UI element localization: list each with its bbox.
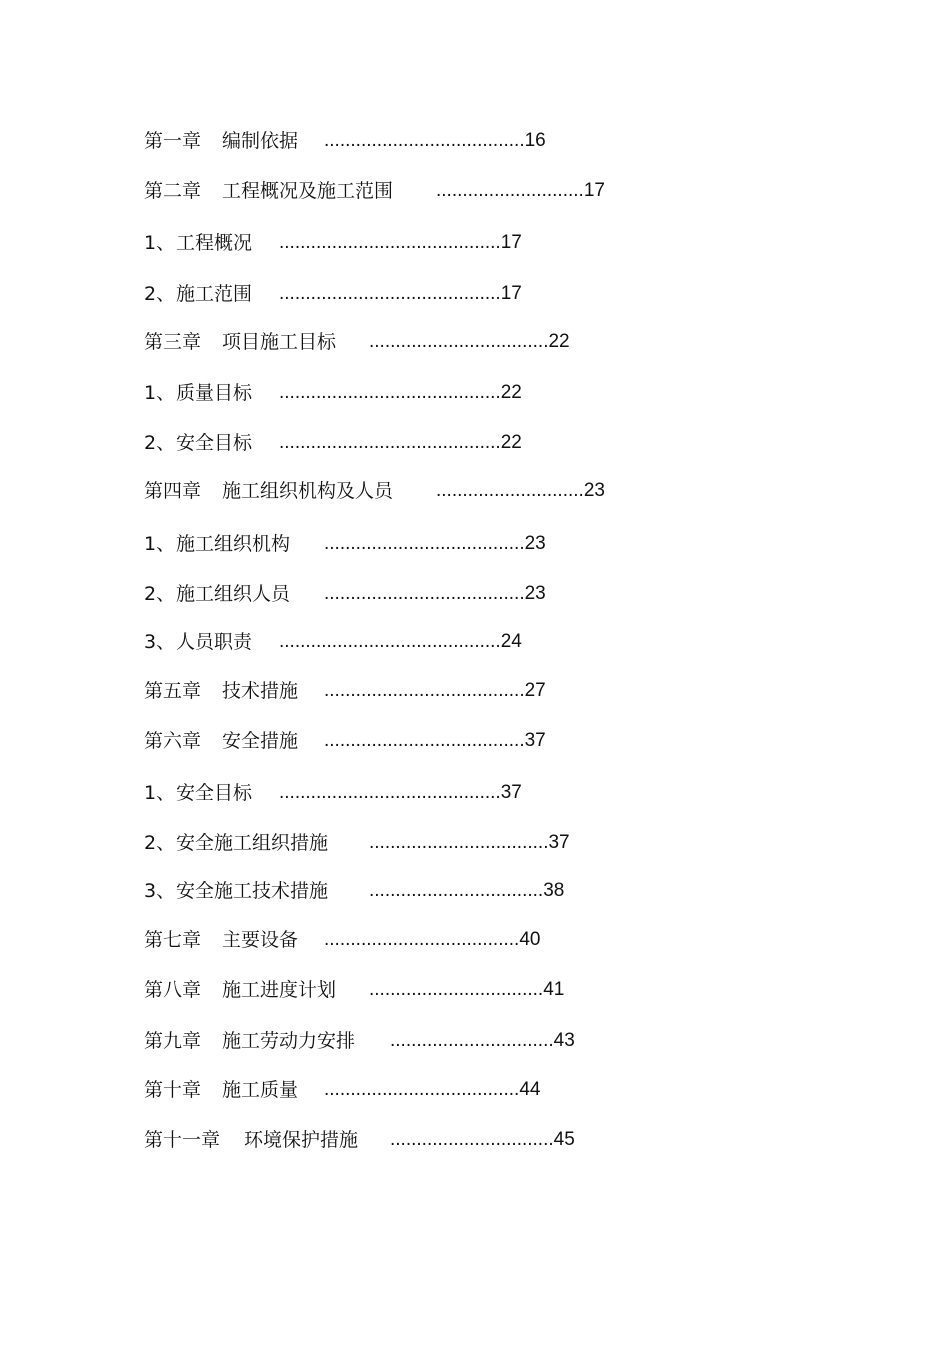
- toc-chapter-label: 第七章: [144, 929, 202, 951]
- toc-entry[interactable]: [144, 180, 605, 202]
- toc-entry[interactable]: [144, 880, 565, 902]
- toc-entry[interactable]: [144, 331, 570, 353]
- toc-entry-title: 质量目标: [176, 382, 253, 404]
- toc-page-number: 22: [500, 432, 522, 453]
- toc-page-number: 37: [500, 782, 522, 803]
- toc-entry[interactable]: [144, 583, 546, 605]
- toc-entry-title: 施工质量: [222, 1079, 299, 1101]
- toc-section-number: 2、: [144, 283, 176, 305]
- toc-chapter-label: 第三章: [144, 331, 202, 353]
- toc-entry-title: 施工范围: [176, 283, 253, 305]
- toc-section-number: 2、: [144, 432, 176, 454]
- toc-entry-title: 安全目标: [176, 782, 253, 804]
- toc-entry-title: 技术措施: [222, 680, 299, 702]
- toc-leader: ......................................: [324, 730, 525, 751]
- toc-leader: ...............................: [390, 1129, 554, 1150]
- toc-section-number: 1、: [144, 382, 176, 404]
- toc-leader: .....................................: [324, 929, 520, 950]
- toc-entry[interactable]: [144, 832, 570, 854]
- toc-entry[interactable]: [144, 1030, 575, 1052]
- toc-chapter-label: 第八章: [144, 979, 202, 1001]
- toc-page-number: 44: [519, 1079, 541, 1100]
- toc-entry[interactable]: [144, 1129, 575, 1151]
- toc-leader: ..........................................: [279, 631, 501, 652]
- toc-entry[interactable]: [144, 929, 541, 951]
- toc-entry[interactable]: [144, 730, 546, 752]
- toc-entry-title: 主要设备: [222, 929, 299, 951]
- toc-section-number: 3、: [144, 880, 176, 902]
- toc-chapter-label: 第十一章: [144, 1129, 221, 1151]
- toc-page-number: 24: [500, 631, 522, 652]
- toc-entry[interactable]: [144, 283, 522, 305]
- toc-entry[interactable]: [144, 432, 522, 454]
- toc-entry[interactable]: [144, 979, 565, 1001]
- toc-entry-title: 工程概况: [176, 232, 253, 254]
- toc-entry-title: 人员职责: [176, 631, 253, 653]
- toc-leader: ......................................: [324, 533, 525, 554]
- toc-entry[interactable]: [144, 382, 522, 404]
- toc-leader: ..........................................: [279, 432, 501, 453]
- toc-leader: ......................................: [324, 680, 525, 701]
- toc-leader: ............................: [436, 180, 584, 201]
- toc-entry-title: 安全目标: [176, 432, 253, 454]
- toc-leader: ............................: [436, 480, 584, 501]
- toc-entry[interactable]: [144, 782, 522, 804]
- toc-leader: ..........................................: [279, 382, 501, 403]
- toc-entry[interactable]: [144, 232, 522, 254]
- toc-page-number: 40: [519, 929, 541, 950]
- toc-page-number: 23: [524, 583, 546, 604]
- toc-leader: ..................................: [369, 832, 549, 853]
- toc-leader: ......................................: [324, 130, 525, 151]
- toc-chapter-label: 第九章: [144, 1030, 202, 1052]
- toc-entry-title: 施工组织机构及人员: [222, 480, 394, 502]
- toc-page-number: 22: [548, 331, 570, 352]
- toc-section-number: 2、: [144, 583, 176, 605]
- toc-page-number: 37: [524, 730, 546, 751]
- toc-entry[interactable]: [144, 533, 546, 555]
- toc-chapter-label: 第十章: [144, 1079, 202, 1101]
- toc-section-number: 1、: [144, 533, 176, 555]
- toc-page-number: 37: [548, 832, 570, 853]
- toc-entry-title: 编制依据: [222, 130, 299, 152]
- toc-leader: .................................: [369, 880, 544, 901]
- toc-section-number: 3、: [144, 631, 176, 653]
- toc-entry-title: 安全措施: [222, 730, 299, 752]
- toc-page-number: 27: [524, 680, 546, 701]
- toc-entry-title: 项目施工目标: [222, 331, 337, 353]
- toc-page-number: 38: [543, 880, 565, 901]
- toc-entry[interactable]: [144, 680, 546, 702]
- toc-section-number: 1、: [144, 782, 176, 804]
- toc-entry-title: 施工劳动力安排: [222, 1030, 356, 1052]
- toc-entry[interactable]: [144, 130, 546, 152]
- toc-entry-title: 施工组织人员: [176, 583, 291, 605]
- toc-entry-title: 工程概况及施工范围: [222, 180, 394, 202]
- toc-section-number: 2、: [144, 832, 176, 854]
- toc-entry-title: 施工组织机构: [176, 533, 291, 555]
- toc-leader: ..........................................: [279, 782, 501, 803]
- toc-entry[interactable]: [144, 480, 605, 502]
- toc-page-number: 16: [524, 130, 546, 151]
- toc-entry-title: 安全施工组织措施: [176, 832, 329, 854]
- toc-chapter-label: 第五章: [144, 680, 202, 702]
- toc-page-number: 23: [524, 533, 546, 554]
- toc-page-number: 41: [543, 979, 565, 1000]
- toc-leader: ...............................: [390, 1030, 554, 1051]
- toc-page-number: 17: [583, 180, 605, 201]
- toc-leader: ..........................................: [279, 232, 501, 253]
- toc-entry-title: 安全施工技术措施: [176, 880, 329, 902]
- toc-entry-title: 施工进度计划: [222, 979, 337, 1001]
- toc-page-number: 17: [500, 283, 522, 304]
- toc-page-number: 45: [553, 1129, 575, 1150]
- toc-leader: ..................................: [369, 331, 549, 352]
- toc-page-number: 22: [500, 382, 522, 403]
- toc-entry-title: 环境保护措施: [244, 1129, 359, 1151]
- toc-chapter-label: 第一章: [144, 130, 202, 152]
- toc-page-number: 17: [500, 232, 522, 253]
- toc-leader: ..........................................: [279, 283, 501, 304]
- toc-leader: .....................................: [324, 1079, 520, 1100]
- toc-section-number: 1、: [144, 232, 176, 254]
- toc-page-number: 43: [553, 1030, 575, 1051]
- toc-leader: .................................: [369, 979, 544, 1000]
- toc-chapter-label: 第四章: [144, 480, 202, 502]
- toc-entry[interactable]: [144, 1079, 541, 1101]
- toc-entry[interactable]: [144, 631, 522, 653]
- toc-page-number: 23: [583, 480, 605, 501]
- toc-chapter-label: 第六章: [144, 730, 202, 752]
- toc-leader: ......................................: [324, 583, 525, 604]
- toc-chapter-label: 第二章: [144, 180, 202, 202]
